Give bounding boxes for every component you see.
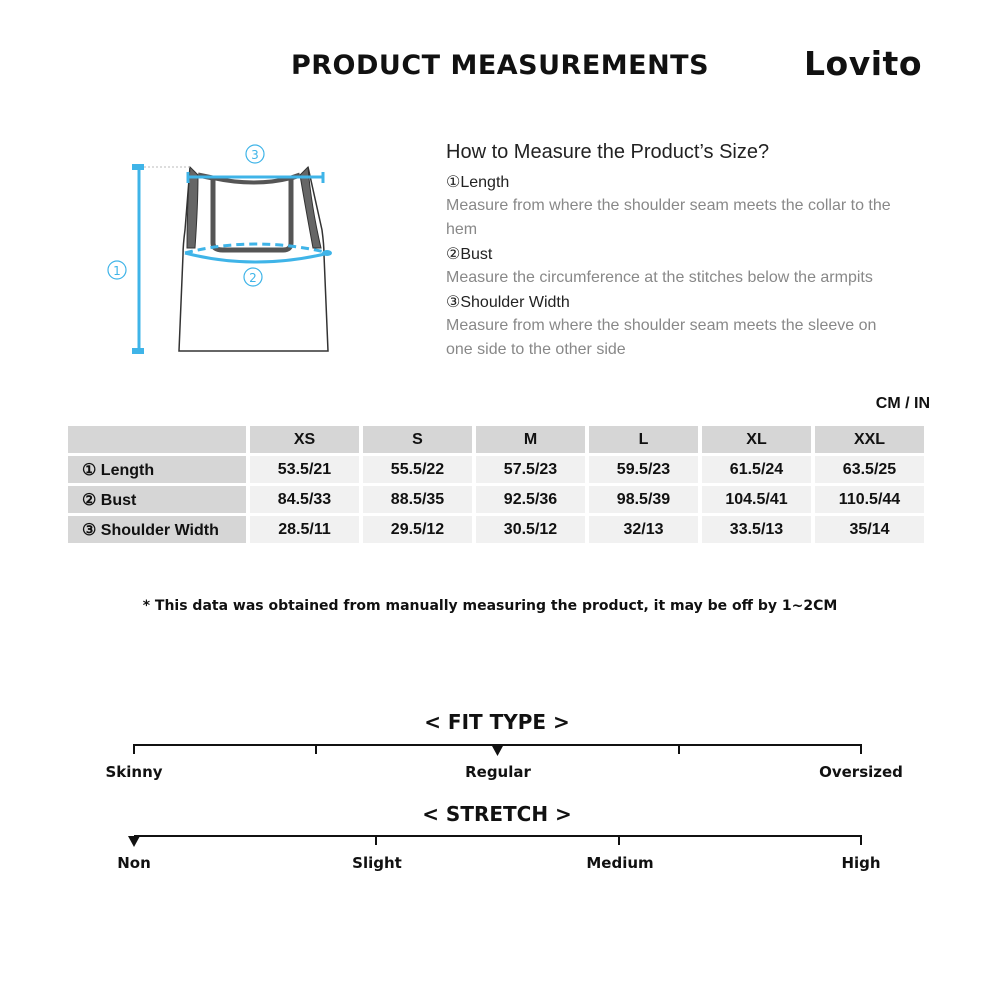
measure-instructions xyxy=(446,141,906,364)
tank-top-diagram xyxy=(95,135,355,365)
fit-type-scale xyxy=(0,735,1000,765)
marker-3: 3 xyxy=(251,148,259,162)
table-cell: 92.5/36 xyxy=(476,486,585,513)
measurement-illustration xyxy=(95,135,355,365)
stretch-label-medium: Medium xyxy=(586,854,654,872)
table-row xyxy=(68,456,924,483)
fit-label-oversized: Oversized xyxy=(819,763,903,781)
marker-1: 1 xyxy=(113,264,121,278)
instructions-title: How to Measure the Product’s Size? xyxy=(446,141,770,163)
fit-type-title: < FIT TYPE > xyxy=(424,710,570,734)
unit-label: CM / IN xyxy=(875,395,930,412)
page-title: PRODUCT MEASUREMENTS xyxy=(290,50,710,81)
table-cell: 61.5/24 xyxy=(702,456,811,483)
row-label: ③ Shoulder Width xyxy=(68,516,246,543)
table-cell: 53.5/21 xyxy=(250,456,359,483)
size-table xyxy=(64,423,928,546)
table-cell: 84.5/33 xyxy=(250,486,359,513)
fit-label-skinny: Skinny xyxy=(105,763,163,781)
table-cell: 32/13 xyxy=(589,516,698,543)
brand-logo: Lovito xyxy=(804,44,922,83)
table-cell: 35/14 xyxy=(815,516,924,543)
table-cell: 30.5/12 xyxy=(476,516,585,543)
size-header: XXL xyxy=(815,426,924,453)
table-corner xyxy=(68,426,246,453)
table-header-row xyxy=(68,426,924,453)
table-cell: 28.5/11 xyxy=(250,516,359,543)
table-cell: 63.5/25 xyxy=(815,456,924,483)
term-shoulder: ③Shoulder Width xyxy=(446,294,570,311)
table-cell: 59.5/23 xyxy=(589,456,698,483)
table-row xyxy=(68,486,924,513)
table-cell: 55.5/22 xyxy=(363,456,472,483)
desc-bust: Measure the circumference at the stitches below the armpits xyxy=(446,269,873,286)
table-cell: 57.5/23 xyxy=(476,456,585,483)
row-label: ① Length xyxy=(68,456,246,483)
stretch-title: < STRETCH > xyxy=(422,802,572,826)
size-header: XL xyxy=(702,426,811,453)
table-cell: 29.5/12 xyxy=(363,516,472,543)
stretch-label-non: Non xyxy=(117,854,151,872)
table-cell: 104.5/41 xyxy=(702,486,811,513)
row-label: ② Bust xyxy=(68,486,246,513)
fit-type-indicator xyxy=(492,745,504,756)
stretch-label-slight: Slight xyxy=(352,854,402,872)
marker-2: 2 xyxy=(249,271,257,285)
stretch-scale xyxy=(0,826,1000,856)
term-length: ①Length xyxy=(446,174,510,191)
size-header: M xyxy=(476,426,585,453)
table-cell: 110.5/44 xyxy=(815,486,924,513)
table-row xyxy=(68,516,924,543)
stretch-label-high: High xyxy=(841,854,881,872)
measurement-note: * This data was obtained from manually measuring the product, it may be off by 1~2CM xyxy=(142,598,838,614)
size-header: L xyxy=(589,426,698,453)
size-header: XS xyxy=(250,426,359,453)
desc-length: Measure from where the shoulder seam meets the collar to the hem xyxy=(446,197,891,238)
fit-label-regular: Regular xyxy=(465,763,531,781)
table-cell: 88.5/35 xyxy=(363,486,472,513)
stretch-indicator xyxy=(128,836,140,847)
desc-shoulder: Measure from where the shoulder seam meets the sleeve on one side to the other side xyxy=(446,317,877,358)
size-header: S xyxy=(363,426,472,453)
table-cell: 33.5/13 xyxy=(702,516,811,543)
term-bust: ②Bust xyxy=(446,246,493,263)
table-cell: 98.5/39 xyxy=(589,486,698,513)
